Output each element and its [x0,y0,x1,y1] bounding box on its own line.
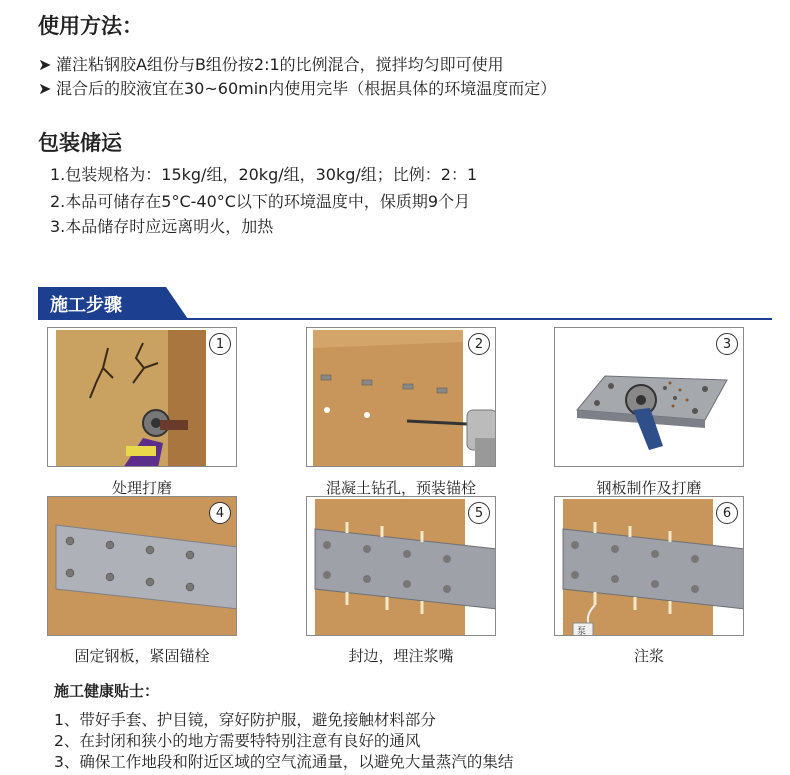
step-6-number: 6 [716,502,738,524]
step-5-image [306,496,496,636]
usage-line-2: ➤ 混合后的胶液宜在30~60min内使用完毕（根据具体的环境温度而定） [38,79,557,98]
step-5-caption: 封边，埋注浆嘴 [348,647,454,665]
packaging-line-3: 3.本品储存时应远离明火，加热 [50,217,274,236]
step-6-caption: 注浆 [633,647,664,665]
step-6-image [554,496,744,636]
tips-title: 施工健康贴士： [54,682,160,700]
tip-line-3: 3、确保工作地段和附近区域的空气流通量，以避免大量蒸汽的集结 [54,753,514,771]
packaging-line-2: 2.本品可储存在5°C-40°C以下的环境温度中，保质期9个月 [50,192,471,211]
step-4-number: 4 [209,502,231,524]
tip-line-1: 1、带好手套、护目镜，穿好防护服，避免接触材料部分 [54,711,436,729]
step-4-caption: 固定钢板，紧固锚栓 [74,647,210,665]
step-2-number: 2 [468,333,490,355]
step-4-image [47,496,237,636]
arrow-bullet-icon: ➤ [38,79,52,98]
step-2-caption: 混凝土钻孔，预装锚栓 [325,479,476,497]
step-2-image [306,327,496,467]
tip-line-2: 2、在封闭和狭小的地方需要特特别注意有良好的通风 [54,732,421,750]
step-3-number: 3 [716,333,738,355]
steps-title: 施工步骤 [50,295,122,316]
packaging-line-1: 1.包装规格为：15kg/组，20kg/组，30kg/组；比例：2：1 [50,165,478,184]
step-1-number: 1 [209,333,231,355]
step-3-caption: 钢板制作及打磨 [596,479,702,497]
packaging-title: 包装储运 [38,131,122,155]
step-1-caption: 处理打磨 [111,479,172,497]
step-3-image [554,327,744,467]
arrow-bullet-icon: ➤ [38,55,52,74]
step-5-number: 5 [468,502,490,524]
usage-line-1: ➤ 灌注粘钢胶A组份与B组份按2:1的比例混合，搅拌均匀即可使用 [38,55,504,74]
usage-title: 使用方法： [38,14,143,38]
pump-label: 泵 [577,627,587,636]
step-1-image [47,327,237,467]
